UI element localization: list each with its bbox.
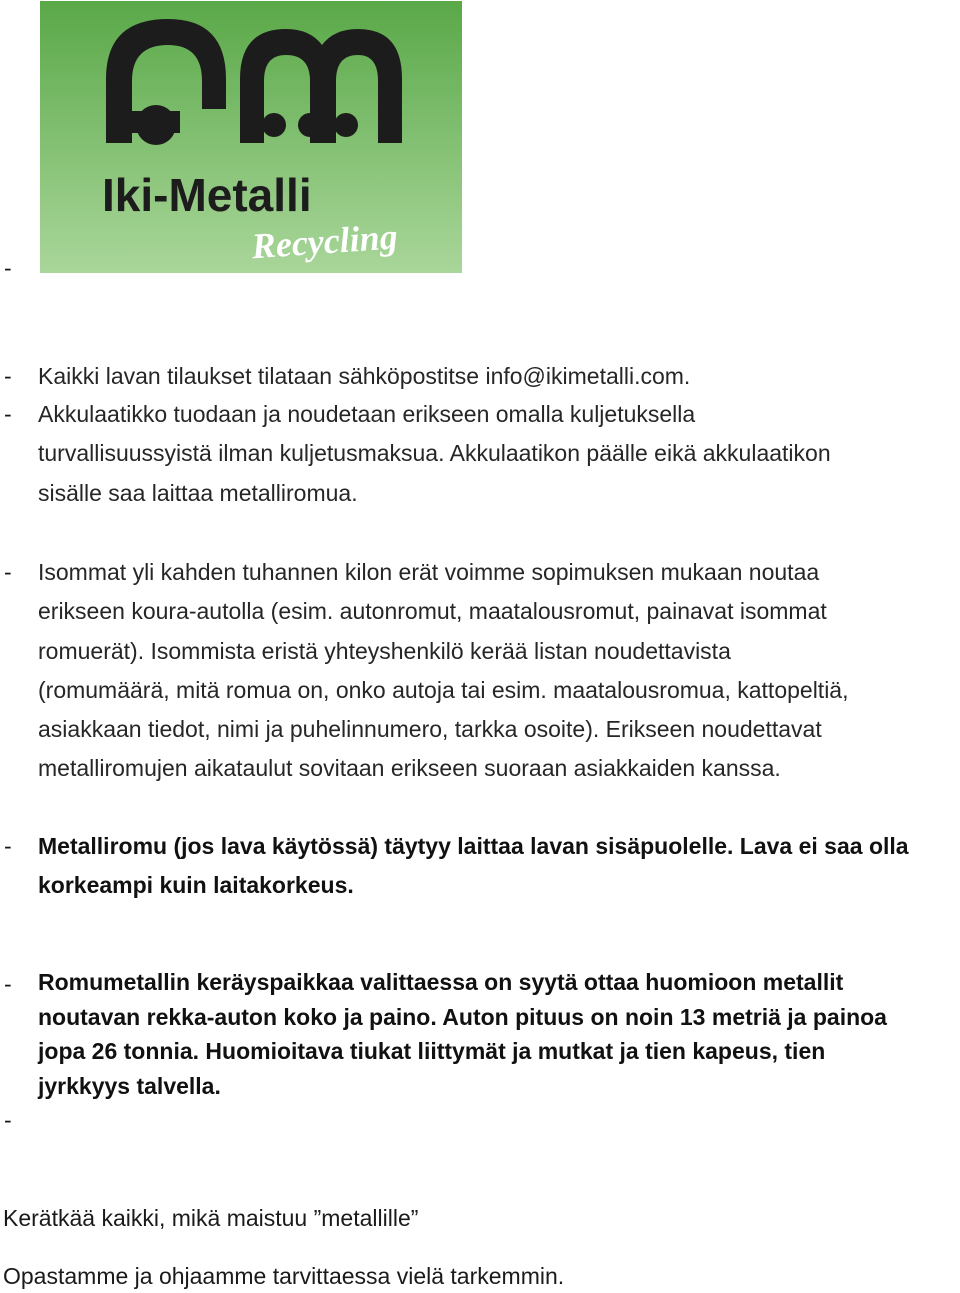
logo-brand-name: Iki-Metalli bbox=[102, 169, 312, 221]
list-bullet-marker: - bbox=[4, 559, 12, 585]
list-item-line: asiakkaan tiedot, nimi ja puhelinnumero, tarkka osoite). Erikseen noudettavat bbox=[38, 716, 822, 743]
list-item-line: Romumetallin keräyspaikkaa valittaessa on syytä ottaa huomioon metallit bbox=[38, 969, 844, 995]
list-item-line: metalliromujen aikataulut sovitaan erikseen suoraan asiakkaiden kanssa. bbox=[38, 755, 781, 782]
list-item-line: Kaikki lavan tilaukset tilataan sähköpostitse info@ikimetalli.com. bbox=[38, 363, 691, 389]
closing-guidance: Opastamme ja ohjaamme tarvittaessa vielä tarkemmin. bbox=[3, 1263, 565, 1289]
logo-graphic bbox=[40, 1, 462, 273]
list-item bbox=[38, 395, 958, 513]
empty-bullet-marker: - bbox=[4, 1107, 12, 1133]
logo-tagline: Recycling bbox=[250, 216, 399, 267]
list-item bbox=[38, 553, 958, 789]
list-item-line: sisälle saa laittaa metalliromua. bbox=[38, 479, 358, 506]
list-item-line: Metalliromu (jos lava käytössä) täytyy laittaa lavan sisäpuolelle. Lava ei saa olla bbox=[38, 833, 909, 859]
closing-slogan: Kerätkää kaikki, mikä maistuu ”metallille” bbox=[3, 1205, 419, 1231]
list-item-line: jyrkkyys talvella. bbox=[38, 1072, 221, 1099]
list-item-line: jopa 26 tonnia. Huomioitava tiukat liittymät ja mutkat ja tien kapeus, tien bbox=[38, 1038, 826, 1064]
list-item-line: noutavan rekka-auton koko ja paino. Auton pituus on noin 13 metriä ja painoa bbox=[38, 1003, 887, 1030]
important-notice-item bbox=[38, 965, 958, 1103]
list-item-line: turvallisuussyistä ilman kuljetusmaksua. Akkulaatikon päälle eikä akkulaatikon bbox=[38, 440, 831, 467]
list-bullet-marker: - bbox=[4, 971, 12, 997]
list-item-line: korkeampi kuin laitakorkeus. bbox=[38, 871, 354, 898]
list-item-line: (romumäärä, mitä romua on, onko autoja tai esim. maatalousromua, kattopeltiä, bbox=[38, 676, 849, 703]
important-notice-item bbox=[38, 827, 958, 904]
list-bullet-marker: - bbox=[4, 833, 12, 859]
list-item-line: romuerät). Isommista eristä yhteyshenkilö kerää listan noudettavista bbox=[38, 637, 731, 664]
empty-bullet-marker: - bbox=[4, 255, 12, 281]
list-item-line: erikseen koura-autolla (esim. autonromut, maatalousromut, painavat isommat bbox=[38, 598, 827, 625]
iki-metalli-logo bbox=[40, 1, 462, 273]
list-bullet-marker: - bbox=[4, 363, 12, 389]
list-bullet-marker: - bbox=[4, 401, 12, 427]
list-item-line: Isommat yli kahden tuhannen kilon erät voimme sopimuksen mukaan noutaa bbox=[38, 559, 820, 585]
list-item-line: Akkulaatikko tuodaan ja noudetaan erikseen omalla kuljetuksella bbox=[38, 401, 696, 427]
list-item bbox=[38, 357, 958, 396]
